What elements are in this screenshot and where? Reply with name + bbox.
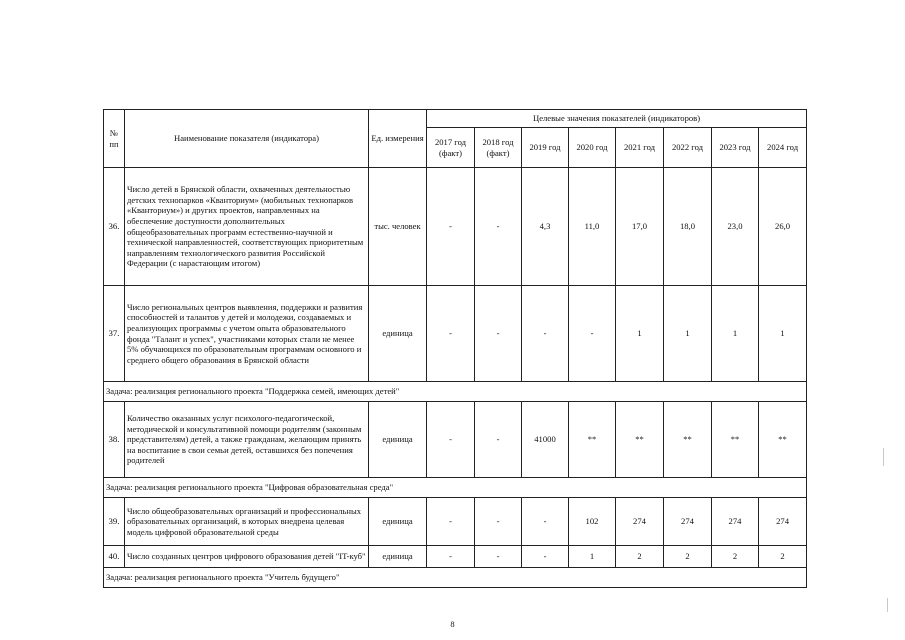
value-cell: - [475, 168, 522, 286]
value-cell: 17,0 [616, 168, 664, 286]
indicator-name: Число общеобразовательных организаций и профессиональных образовательных организаций, в которых внедрена целевая модель цифровой образовательной среды [125, 498, 369, 546]
header-year: 2022 год [664, 128, 712, 168]
indicator-name: Число региональных центров выявления, поддержки и развития способностей и талантов у детей и молодежи, создаваемых и реализующих программы с учетом опыта образовательного фонда "Талант и успех", участниками которых стали не менее 5% обучающихся по образовательным программам основного и среднего общего образования в Брянской области [125, 286, 369, 382]
header-unit: Ед. измерения [369, 110, 427, 168]
header-year: 2024 год [759, 128, 807, 168]
task-row [104, 478, 807, 498]
value-cell: - [427, 286, 475, 382]
scan-mark [887, 598, 888, 612]
header-name: Наименование показателя (индикатора) [125, 110, 369, 168]
value-cell: 2 [712, 546, 759, 568]
value-cell: - [475, 546, 522, 568]
value-cell: 41000 [522, 402, 569, 478]
value-cell: 26,0 [759, 168, 807, 286]
row-number: 40. [104, 546, 125, 568]
row-number: 38. [104, 402, 125, 478]
value-cell: 1 [569, 546, 616, 568]
header-year: 2017 год (факт) [427, 128, 475, 168]
value-cell: 4,3 [522, 168, 569, 286]
value-cell: - [475, 286, 522, 382]
value-cell: - [522, 286, 569, 382]
value-cell: - [427, 546, 475, 568]
unit-cell: единица [369, 498, 427, 546]
value-cell: - [475, 498, 522, 546]
header-num: № пп [104, 110, 125, 168]
value-cell: - [427, 168, 475, 286]
value-cell: 274 [759, 498, 807, 546]
value-cell: ** [616, 402, 664, 478]
value-cell: 2 [616, 546, 664, 568]
unit-cell: единица [369, 546, 427, 568]
table-row [104, 286, 807, 382]
indicator-name: Число созданных центров цифрового образования детей "IT-куб" [125, 546, 369, 568]
row-number: 37. [104, 286, 125, 382]
value-cell: 274 [616, 498, 664, 546]
value-cell: - [522, 546, 569, 568]
table-row [104, 168, 807, 286]
value-cell: 1 [616, 286, 664, 382]
header-year: 2019 год [522, 128, 569, 168]
table-row [104, 402, 807, 478]
value-cell: - [475, 402, 522, 478]
value-cell: 274 [712, 498, 759, 546]
header-year: 2021 год [616, 128, 664, 168]
unit-cell: тыс. человек [369, 168, 427, 286]
value-cell: - [427, 402, 475, 478]
value-cell: 2 [759, 546, 807, 568]
header-year: 2018 год (факт) [475, 128, 522, 168]
value-cell: 23,0 [712, 168, 759, 286]
header-targets: Целевые значения показателей (индикаторов) [427, 110, 807, 128]
value-cell: 274 [664, 498, 712, 546]
indicator-name: Количество оказанных услуг психолого-педагогической, методической и консультативной помощи родителям (законным представителям) детей, а также гражданам, желающим принять на воспитание в свои семьи детей, оставшихся без попечения родителей [125, 402, 369, 478]
header-year: 2020 год [569, 128, 616, 168]
value-cell: - [522, 498, 569, 546]
indicator-name: Число детей в Брянской области, охваченных деятельностью детских технопарков «Кванториум» (мобильных технопарков «Кванториум») и других проектов, направленных на обеспечение доступности дополнительных общеобразовательных программ естественно-научной и технической направленностей, соответствующих приоритетным направлениям технологического развития Российской Федерации (с нарастающим итогом) [125, 168, 369, 286]
row-number: 36. [104, 168, 125, 286]
value-cell: 1 [759, 286, 807, 382]
value-cell: - [427, 498, 475, 546]
indicators-table [103, 109, 807, 588]
task-row [104, 382, 807, 402]
scan-mark [883, 448, 884, 466]
table-row [104, 498, 807, 546]
page-number: 8 [450, 619, 455, 629]
value-cell: ** [664, 402, 712, 478]
value-cell: - [569, 286, 616, 382]
task-text: Задача: реализация регионального проекта "Поддержка семей, имеющих детей" [104, 382, 807, 402]
row-number: 39. [104, 498, 125, 546]
value-cell: ** [759, 402, 807, 478]
unit-cell: единица [369, 402, 427, 478]
task-text: Задача: реализация регионального проекта "Учитель будущего" [104, 568, 807, 588]
value-cell: ** [569, 402, 616, 478]
value-cell: ** [712, 402, 759, 478]
value-cell: 11,0 [569, 168, 616, 286]
header-year: 2023 год [712, 128, 759, 168]
value-cell: 18,0 [664, 168, 712, 286]
unit-cell: единица [369, 286, 427, 382]
value-cell: 1 [664, 286, 712, 382]
task-text: Задача: реализация регионального проекта "Цифровая образовательная среда" [104, 478, 807, 498]
value-cell: 2 [664, 546, 712, 568]
value-cell: 102 [569, 498, 616, 546]
task-row [104, 568, 807, 588]
table-row [104, 546, 807, 568]
value-cell: 1 [712, 286, 759, 382]
